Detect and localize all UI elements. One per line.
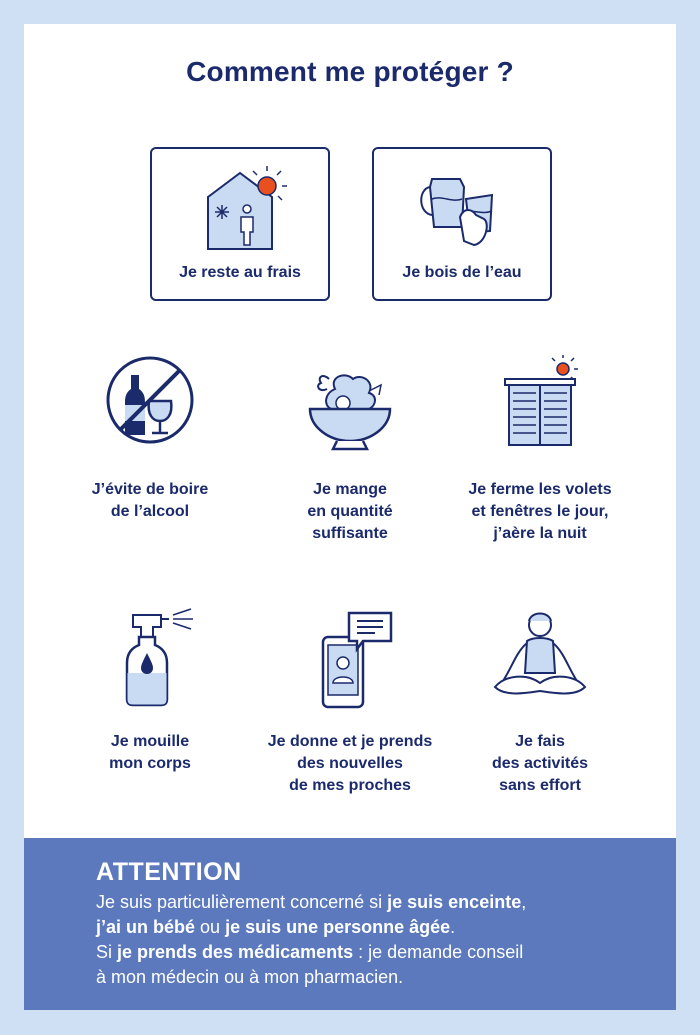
attention-text: ou bbox=[195, 917, 226, 937]
tip-label: Je mange en quantité suffisante bbox=[307, 481, 393, 542]
meditation-icon bbox=[485, 607, 595, 717]
tip-label: Je bois de l’eau bbox=[402, 264, 522, 281]
phone-message-icon bbox=[295, 607, 405, 717]
attention-emphasis: je suis enceinte bbox=[387, 892, 522, 912]
attention-line bbox=[96, 915, 666, 940]
tip-wet-body bbox=[40, 607, 260, 775]
tip-label: Je fais des activités sans effort bbox=[491, 733, 589, 794]
food-bowl-icon bbox=[295, 355, 405, 465]
tip-avoid-alcohol bbox=[40, 355, 260, 523]
attention-emphasis: je suis une personne âgée bbox=[225, 917, 451, 937]
tip-label: Je ferme les volets et fenêtres le jour, j’aère la nuit bbox=[468, 481, 612, 542]
water-pitcher-icon bbox=[412, 157, 512, 257]
shutters-icon bbox=[485, 355, 595, 465]
tip-label: J’évite de boire de l’alcool bbox=[91, 481, 209, 520]
tip-close-shutters bbox=[430, 355, 650, 545]
house-cool-icon bbox=[190, 157, 290, 257]
tip-eat-enough bbox=[240, 355, 460, 545]
attention-line bbox=[96, 890, 666, 915]
attention-text: Je suis particulièrement concerné si bbox=[96, 892, 388, 912]
attention-body bbox=[96, 890, 666, 990]
tip-gentle-activities bbox=[430, 607, 650, 797]
attention-heading: ATTENTION bbox=[96, 858, 242, 886]
tip-label: Je reste au frais bbox=[179, 264, 301, 281]
attention-text: : je demande conseil bbox=[353, 942, 524, 962]
tip-keep-in-touch bbox=[240, 607, 460, 797]
attention-text: Si bbox=[96, 942, 118, 962]
page-title: Comment me protéger ? bbox=[186, 56, 514, 87]
tip-drink-water bbox=[372, 147, 552, 301]
no-alcohol-icon bbox=[95, 355, 205, 465]
attention-text: . bbox=[450, 917, 456, 937]
tip-label: Je mouille mon corps bbox=[109, 733, 191, 772]
attention-emphasis: je prends des médicaments bbox=[117, 942, 354, 962]
tip-label: Je donne et je prends des nouvelles de mes proches bbox=[267, 733, 433, 794]
attention-banner bbox=[24, 838, 676, 1010]
spray-bottle-icon bbox=[95, 607, 205, 717]
attention-emphasis: j’ai un bébé bbox=[96, 917, 196, 937]
tip-stay-cool bbox=[150, 147, 330, 301]
attention-line bbox=[96, 940, 666, 965]
attention-text: , bbox=[521, 892, 527, 912]
attention-line: à mon médecin ou à mon pharmacien. bbox=[96, 967, 404, 987]
